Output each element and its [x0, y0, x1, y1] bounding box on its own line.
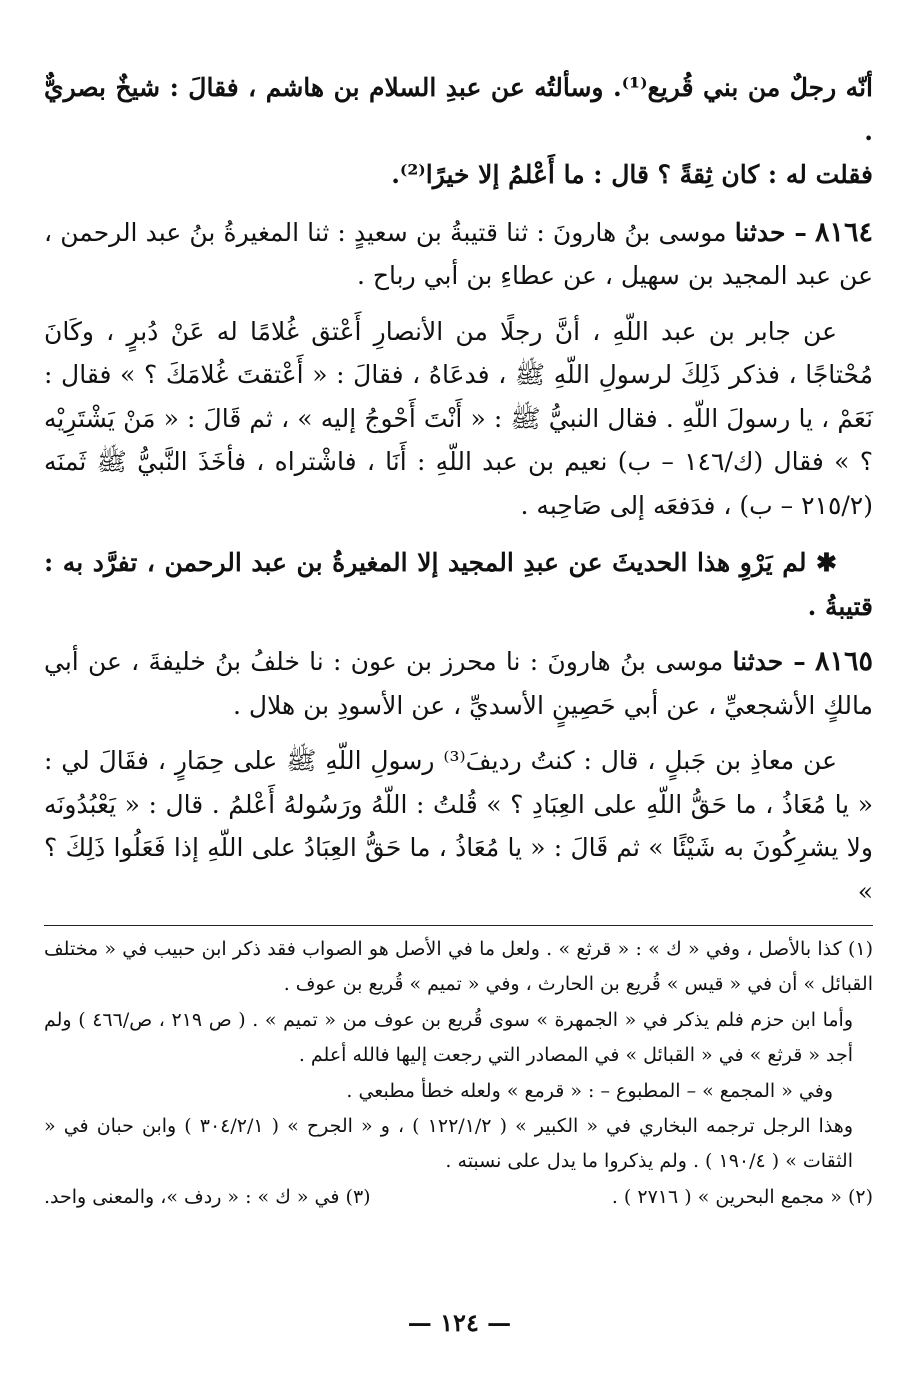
footnotes — [44, 932, 873, 1215]
footnote-divider — [44, 925, 873, 926]
isnad-lead: – حدثنا — [734, 217, 807, 247]
isnad-text: موسى بنُ هارونَ : ثنا قتيبةُ بن سعيدٍ : ثنا المغيرةُ بنُ عبد الرحمن ، عن عبد المجيد بن سهيل ، عن عطاءِ بن أبي رباح . — [44, 217, 873, 290]
editor-note-8164: ✱ لم يَرْوِ هذا الحديثَ عن عبدِ المجيد إلا المغيرةُ بن عبد الرحمن ، تفرَّد به : قتيبةُ . — [44, 548, 873, 621]
continuation-line-2: فقلت له : كان ثِقةً ؟ قال : ما أَعْلمُ إلا خيرًا⁽²⁾. — [391, 160, 873, 189]
footnote-2: (٢) « مجمع البحرين » ( ٢٧١٦ ) . — [611, 1185, 873, 1208]
hadith-number: ٨١٦٤ — [815, 216, 874, 248]
footnote-1-cont: وأما ابن حزم فلم يذكر في « الجمهرة » سوى قُريع بن عوف من « تميم » . ( ص ٢١٩ ، ص/٤٦٦ ) ولم أجد « قرثع » في « القبائل » في المصادر التي رجعت إليها فالله أعلم . — [44, 1008, 853, 1067]
footnote-1-cont: وهذا الرجل ترجمه البخاري في « الكبير » ( ١٢٢/١/٢ ) ، و « الجرح » ( ٣٠٤/٢/١ ) وابن حبان في « الثقات » ( ١٩٠/٤ ) . ولم يذكروا ما يدل على نسبته . — [44, 1115, 853, 1173]
page-number: — ١٢٤ — — [407, 1308, 512, 1337]
hadith-number: ٨١٦٥ — [814, 646, 873, 677]
isnad-text: موسى بنُ هارونَ : نا محرز بن عون : نا خلفُ بنُ خليفةَ ، عن أبي مالكٍ الأشجعيِّ ، عن أبي حَصِينٍ الأسديِّ ، عن الأسودِ بن هلال . — [44, 647, 873, 720]
footnote-1-cont: وفي « المجمع » – المطبوع – : « قرمع » ولعله خطأ مطبعي . — [346, 1079, 833, 1102]
isnad-lead: – حدثنا — [732, 647, 806, 676]
footnotes-2-3 — [44, 1180, 873, 1215]
hadith-8165-matn: عن معاذِ بن جَبلٍ ، قال : كنتُ رديفَ⁽³⁾ رسولِ اللّهِ ﷺ على حِمَارٍ ، فقَالَ لي : « يا مُعَاذُ ، ما حَقُّ اللّهِ على العِبَادِ ؟ » قُلتُ : اللّهُ ورَسُولهُ أَعْلمُ . قال : « يَعْبُدُونَه ولا يشرِكُونَ به شَيْئًا » ثم قَالَ : « يا مُعَاذُ ، ما حَقُّ العِبَادُ على اللّهِ إذا فَعَلُوا ذَلِكَ ؟ » — [44, 746, 873, 906]
hadith-8165-isnad — [44, 640, 873, 727]
footnote-3: (٣) في « ك » : « ردف »، والمعنى واحد. — [44, 1185, 371, 1208]
hadith-8164-isnad — [44, 211, 873, 298]
footnote-1: (١) كذا بالأصل ، وفي « ك » : « قرثع » . ولعل ما في الأصل هو الصواب فقد ذكر ابن حبيب في « مختلف القبائل » أن في « قيس » قُريع بن الحارث ، وفي « تميم » قُريع بن عوف . — [44, 938, 873, 996]
continuation-line-1: أنّه رجلٌ من بني قُريع⁽¹⁾. وسألتُه عن عبدِ السلام بن هاشم ، فقالَ : شيخٌ بصريٌّ . — [44, 73, 873, 146]
hadith-8164-matn: عن جابر بن عبد اللّهِ ، أنَّ رجلًا من الأنصارِ أَعْتق غُلامًا له عَنْ دُبرٍ ، وكَانَ مُحْتاجًا ، فذكر ذَلِكَ لرسولِ اللّهِ ﷺ ، فدعَاهُ ، فقالَ : « أَعْتقتَ غُلامَكَ ؟ » فقال : نَعَمْ ، يا رسولَ اللّهِ . فقال النبيُّ ﷺ : « أَنْتَ أَحْوجُ إليه » ، ثم قَالَ : « مَنْ يَشْتَرِيْه ؟ » فقال (ك/١٤٦ – ب) نعيم بن عبد اللّهِ : أَنَا ، فاشْتراه ، فأخَذَ النَّبيُّ ﷺ ثَمنَه (٢١٥/٢ – ب) ، فدَفعَه إلى صَاحِبه . — [44, 316, 873, 520]
